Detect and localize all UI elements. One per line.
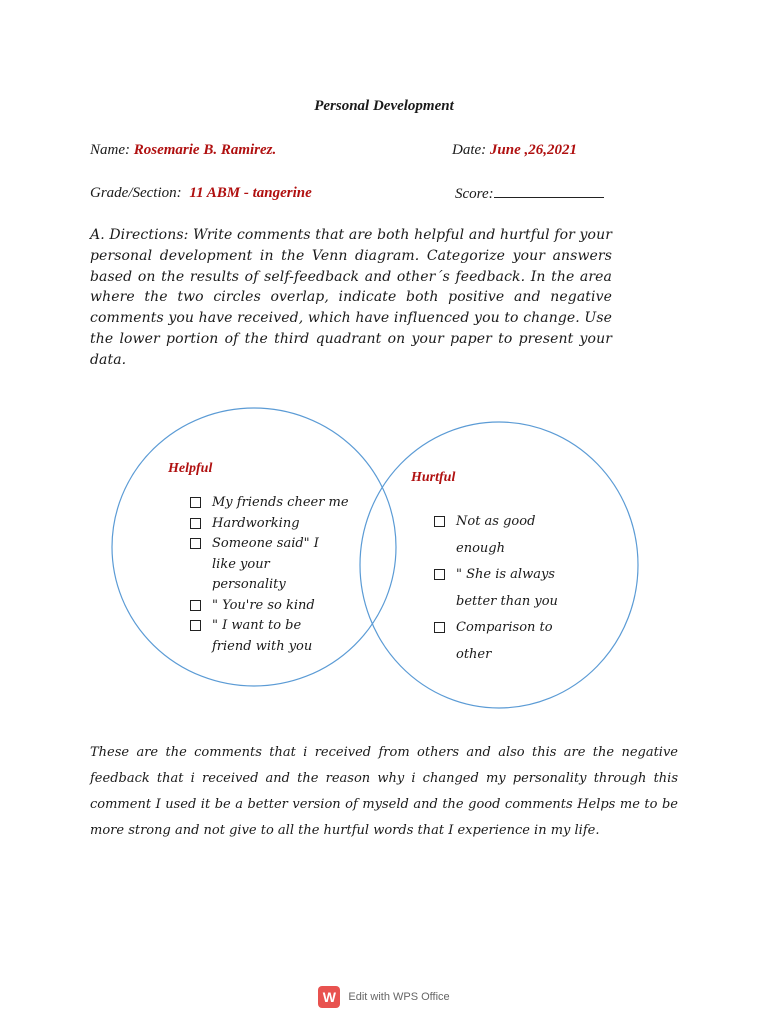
list-item: [190, 514, 360, 535]
list-item-text: Someone said" I like your personality: [212, 536, 319, 592]
checkbox-icon: [434, 569, 445, 580]
list-item-text: My friends cheer me: [212, 495, 349, 510]
score-blank-line: [494, 185, 604, 198]
list-item: [434, 562, 581, 615]
list-item: [190, 534, 337, 596]
list-item: [434, 615, 566, 668]
checkbox-icon: [190, 518, 201, 529]
grade-label: Grade/Section:: [90, 185, 182, 201]
score-field: [455, 185, 604, 203]
list-item-text: Not as good enough: [456, 514, 536, 556]
list-item-text: " I want to be friend with you: [212, 618, 313, 654]
date-field: [452, 142, 577, 159]
directions-paragraph: A. Directions: Write comments that are both helpful and hurtful for your personal development in the Venn diagram. Categorize your answers based on the results of self-feedback and other´s feedback. In the area where the two circles overlap, indicate both positive and negative comments you have received, which have influenced you to change. Use the lower portion of the third quadrant on your paper to present your data.: [90, 227, 612, 368]
list-item-text: Hardworking: [212, 515, 300, 531]
wps-footer-text: Edit with WPS Office: [348, 991, 450, 1003]
helpful-list: [190, 493, 360, 657]
score-label: Score:: [455, 186, 494, 202]
summary-paragraph: These are the comments that i received from others and also this are the negative feedback that i received and the reason why i changed my personality through this comment I used it be a better version of myseld and the good comments Helps me to be more strong and not give to all the hurtful words that I experience in my life.: [90, 745, 678, 838]
list-item-text: " She is always better than you: [456, 567, 558, 609]
checkbox-icon: [190, 600, 201, 611]
list-item: [190, 616, 332, 657]
name-label: Name:: [90, 142, 130, 158]
page-title: Personal Development: [314, 98, 454, 114]
checkbox-icon: [190, 620, 201, 631]
wps-logo-icon: W: [318, 986, 340, 1008]
hurtful-label: Hurtful: [411, 470, 456, 485]
checkbox-icon: [434, 516, 445, 527]
helpful-label: Helpful: [168, 461, 213, 476]
wps-footer[interactable]: [0, 986, 768, 1008]
list-item-text: " You're so kind: [212, 597, 315, 613]
grade-field: [90, 185, 312, 202]
checkbox-icon: [434, 622, 445, 633]
list-item: [190, 596, 360, 617]
name-field: [90, 142, 276, 159]
list-item: [190, 493, 360, 514]
list-item-text: Comparison to other: [456, 620, 553, 662]
hurtful-list: [434, 509, 564, 668]
checkbox-icon: [190, 497, 201, 508]
grade-value: 11 ABM - tangerine: [189, 185, 312, 201]
checkbox-icon: [190, 538, 201, 549]
date-value: June ,26,2021: [489, 142, 577, 158]
name-value: Rosemarie B. Ramirez.: [133, 142, 277, 158]
list-item: [434, 509, 551, 562]
date-label: Date:: [452, 142, 487, 158]
